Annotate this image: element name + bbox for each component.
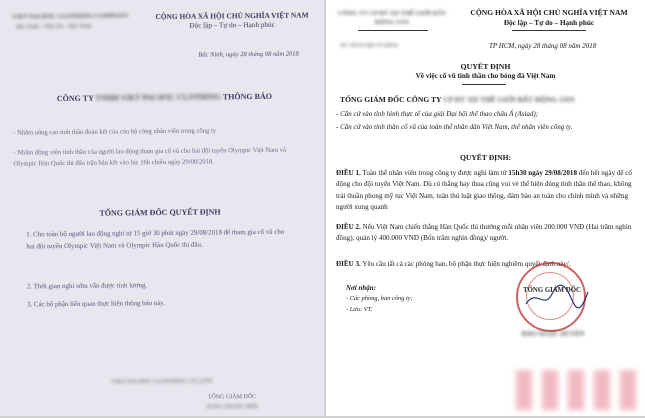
right-recipient-1: - Các phòng, ban công ty;: [346, 295, 413, 302]
watermark-blob-2: [542, 370, 558, 410]
right-doc-title: QUYẾT ĐỊNH: [460, 62, 511, 71]
left-decision-2: 2. Thời gian nghỉ sớm vẫn được tính lương.: [26, 282, 148, 291]
left-country-header: CỘNG HÒA XÃ HỘI CHỦ NGHĨA VIỆT NAM: [155, 10, 309, 22]
left-company-address: Bắc Ninh - Tiên Du - Bắc Ninh: [16, 23, 92, 31]
right-motto: Độc lập – Tự do – Hạnh phúc: [503, 19, 595, 27]
left-reason-2: - Nhằm động viên tinh thần của người lao động tham gia cổ vũ cho hai đội tuyển Olympic Việt Nam và Olympic Hàn Quốc thi đấu trận bán kết vào lúc 16h chiều ngày 29/08/2018.: [13, 146, 287, 168]
watermark-blob-4: [594, 370, 610, 410]
left-reason-1: - Nhằm nâng cao tinh thần đoàn kết của cán bộ công nhân viên trong công ty: [13, 127, 217, 137]
right-doc-subtitle: Về việc cổ vũ tinh thần cho bóng đá Việt Nam: [415, 72, 556, 80]
right-article-1-text-before: Toàn thể nhân viên trong công ty được nghỉ làm từ: [362, 169, 509, 177]
right-article-3-text: Yêu cầu tất cả các phòng ban, bộ phận thực hiện nghiêm quyết định này/.: [362, 260, 571, 268]
right-company-name: CÔNG TY CP ĐT XD THẾ GIỚI BẤT ĐỘNG SẢN: [337, 10, 447, 26]
left-notice-suffix: THÔNG BÁO: [222, 91, 272, 102]
right-place-date: TP HCM, ngày 28 tháng 08 năm 2018: [489, 42, 597, 50]
right-doc-number: Số: 0030/QĐ-TGBĐS: [340, 42, 398, 49]
right-basis-2: - Căn cứ vào tinh thần cổ vũ của toàn thể nhân dân Việt Nam, thể nhân viên công ty.: [336, 123, 573, 131]
right-director-prefix: TỔNG GIÁM ĐỐC CÔNG TY: [340, 95, 442, 104]
left-place-date: Bắc Ninh, ngày 28 tháng 08 năm 2018: [198, 50, 299, 59]
watermark-blob-1: [516, 370, 532, 410]
left-decision-title: TỔNG GIÁM ĐỐC QUYẾT ĐỊNH: [99, 207, 221, 218]
right-article-2-label: ĐIỀU 2.: [336, 223, 361, 231]
right-article-3-label: ĐIỀU 3.: [336, 260, 361, 268]
right-country-header: CỘNG HÒA XÃ HỘI CHỦ NGHĨA VIỆT NAM: [470, 8, 628, 17]
left-signer-name: JUNG CHANG MIN: [206, 404, 258, 411]
right-director-line: [340, 95, 640, 105]
watermark-blob-5: [620, 370, 636, 410]
left-decision-3: 3. Các bộ phận liên quan thực hiện thông báo này.: [26, 299, 166, 309]
right-article-1-text-after: đến hết ngày để cổ động cho đội tuyển Việt Nam. Dù có thắng hay thua cũng vui vẻ thể hiện đúng tinh thần thể thao, không trái thuần phong mỹ tục Việt Nam, tuân thủ luật giao thông, đảm bảo an toàn cho chính mình và những người xung quanh: [336, 169, 632, 212]
right-article-1: [336, 168, 636, 214]
left-notice-prefix: CÔNG TY: [56, 93, 94, 104]
right-article-1-time: 15h30 ngày 29/08/2018: [508, 169, 577, 177]
right-basis-1: - Căn cứ vào tình hình thực tế của giải Đại hội thể thao châu Á (Asiad);: [336, 110, 539, 118]
right-director-company: CP ĐT XD THẾ GIỚI BẤT ĐỘNG SẢN: [443, 95, 575, 104]
left-document: [0, 0, 324, 416]
left-company-name: VIET PACIFIC CLOTHING COMPANY: [11, 12, 129, 21]
right-article-3: [336, 260, 636, 270]
left-footer-company: VIET PACIFIC CLOTHING CO.,LTD: [111, 377, 213, 386]
right-article-1-label: ĐIỀU 1.: [336, 169, 361, 177]
watermark-blob-3: [568, 370, 584, 410]
right-signer-name: ĐÀO NGỌC DUYÊN: [521, 331, 585, 338]
right-signer-title: TỔNG GIÁM ĐỐC: [523, 287, 581, 294]
right-document: [326, 0, 645, 416]
left-notice-company: TNHH VIET PACIFIC CLOTHING: [95, 92, 221, 103]
left-motto: Độc lập – Tự do – Hạnh phúc: [189, 20, 275, 30]
left-decision-1: 1. Cho toàn bộ người lao động nghỉ từ 15 giờ 30 phút ngày 29/08/2018 để tham gia cổ vũ cho hai đội tuyển Olympic Việt Nam và Olympic Hàn Quốc thi đấu.: [26, 228, 285, 251]
right-article-2: [336, 222, 636, 245]
right-recipient-2: - Lưu: VT.: [346, 306, 373, 313]
right-recipients-label: Nơi nhận:: [346, 284, 377, 292]
left-signer-title: TỔNG GIÁM ĐỐC: [207, 394, 257, 401]
right-article-2-text: Nếu Việt Nam chiến thắng Hàn Quốc thì thưởng mỗi nhân viên 200.000 VNĐ (Hai trăm nghìn đồng), quản lý 400.000 VNĐ (Bốn trăm nghìn đồng)/ người.: [336, 223, 632, 243]
left-notice-title: [57, 92, 297, 105]
right-decides-label: QUYẾT ĐỊNH:: [459, 153, 512, 162]
